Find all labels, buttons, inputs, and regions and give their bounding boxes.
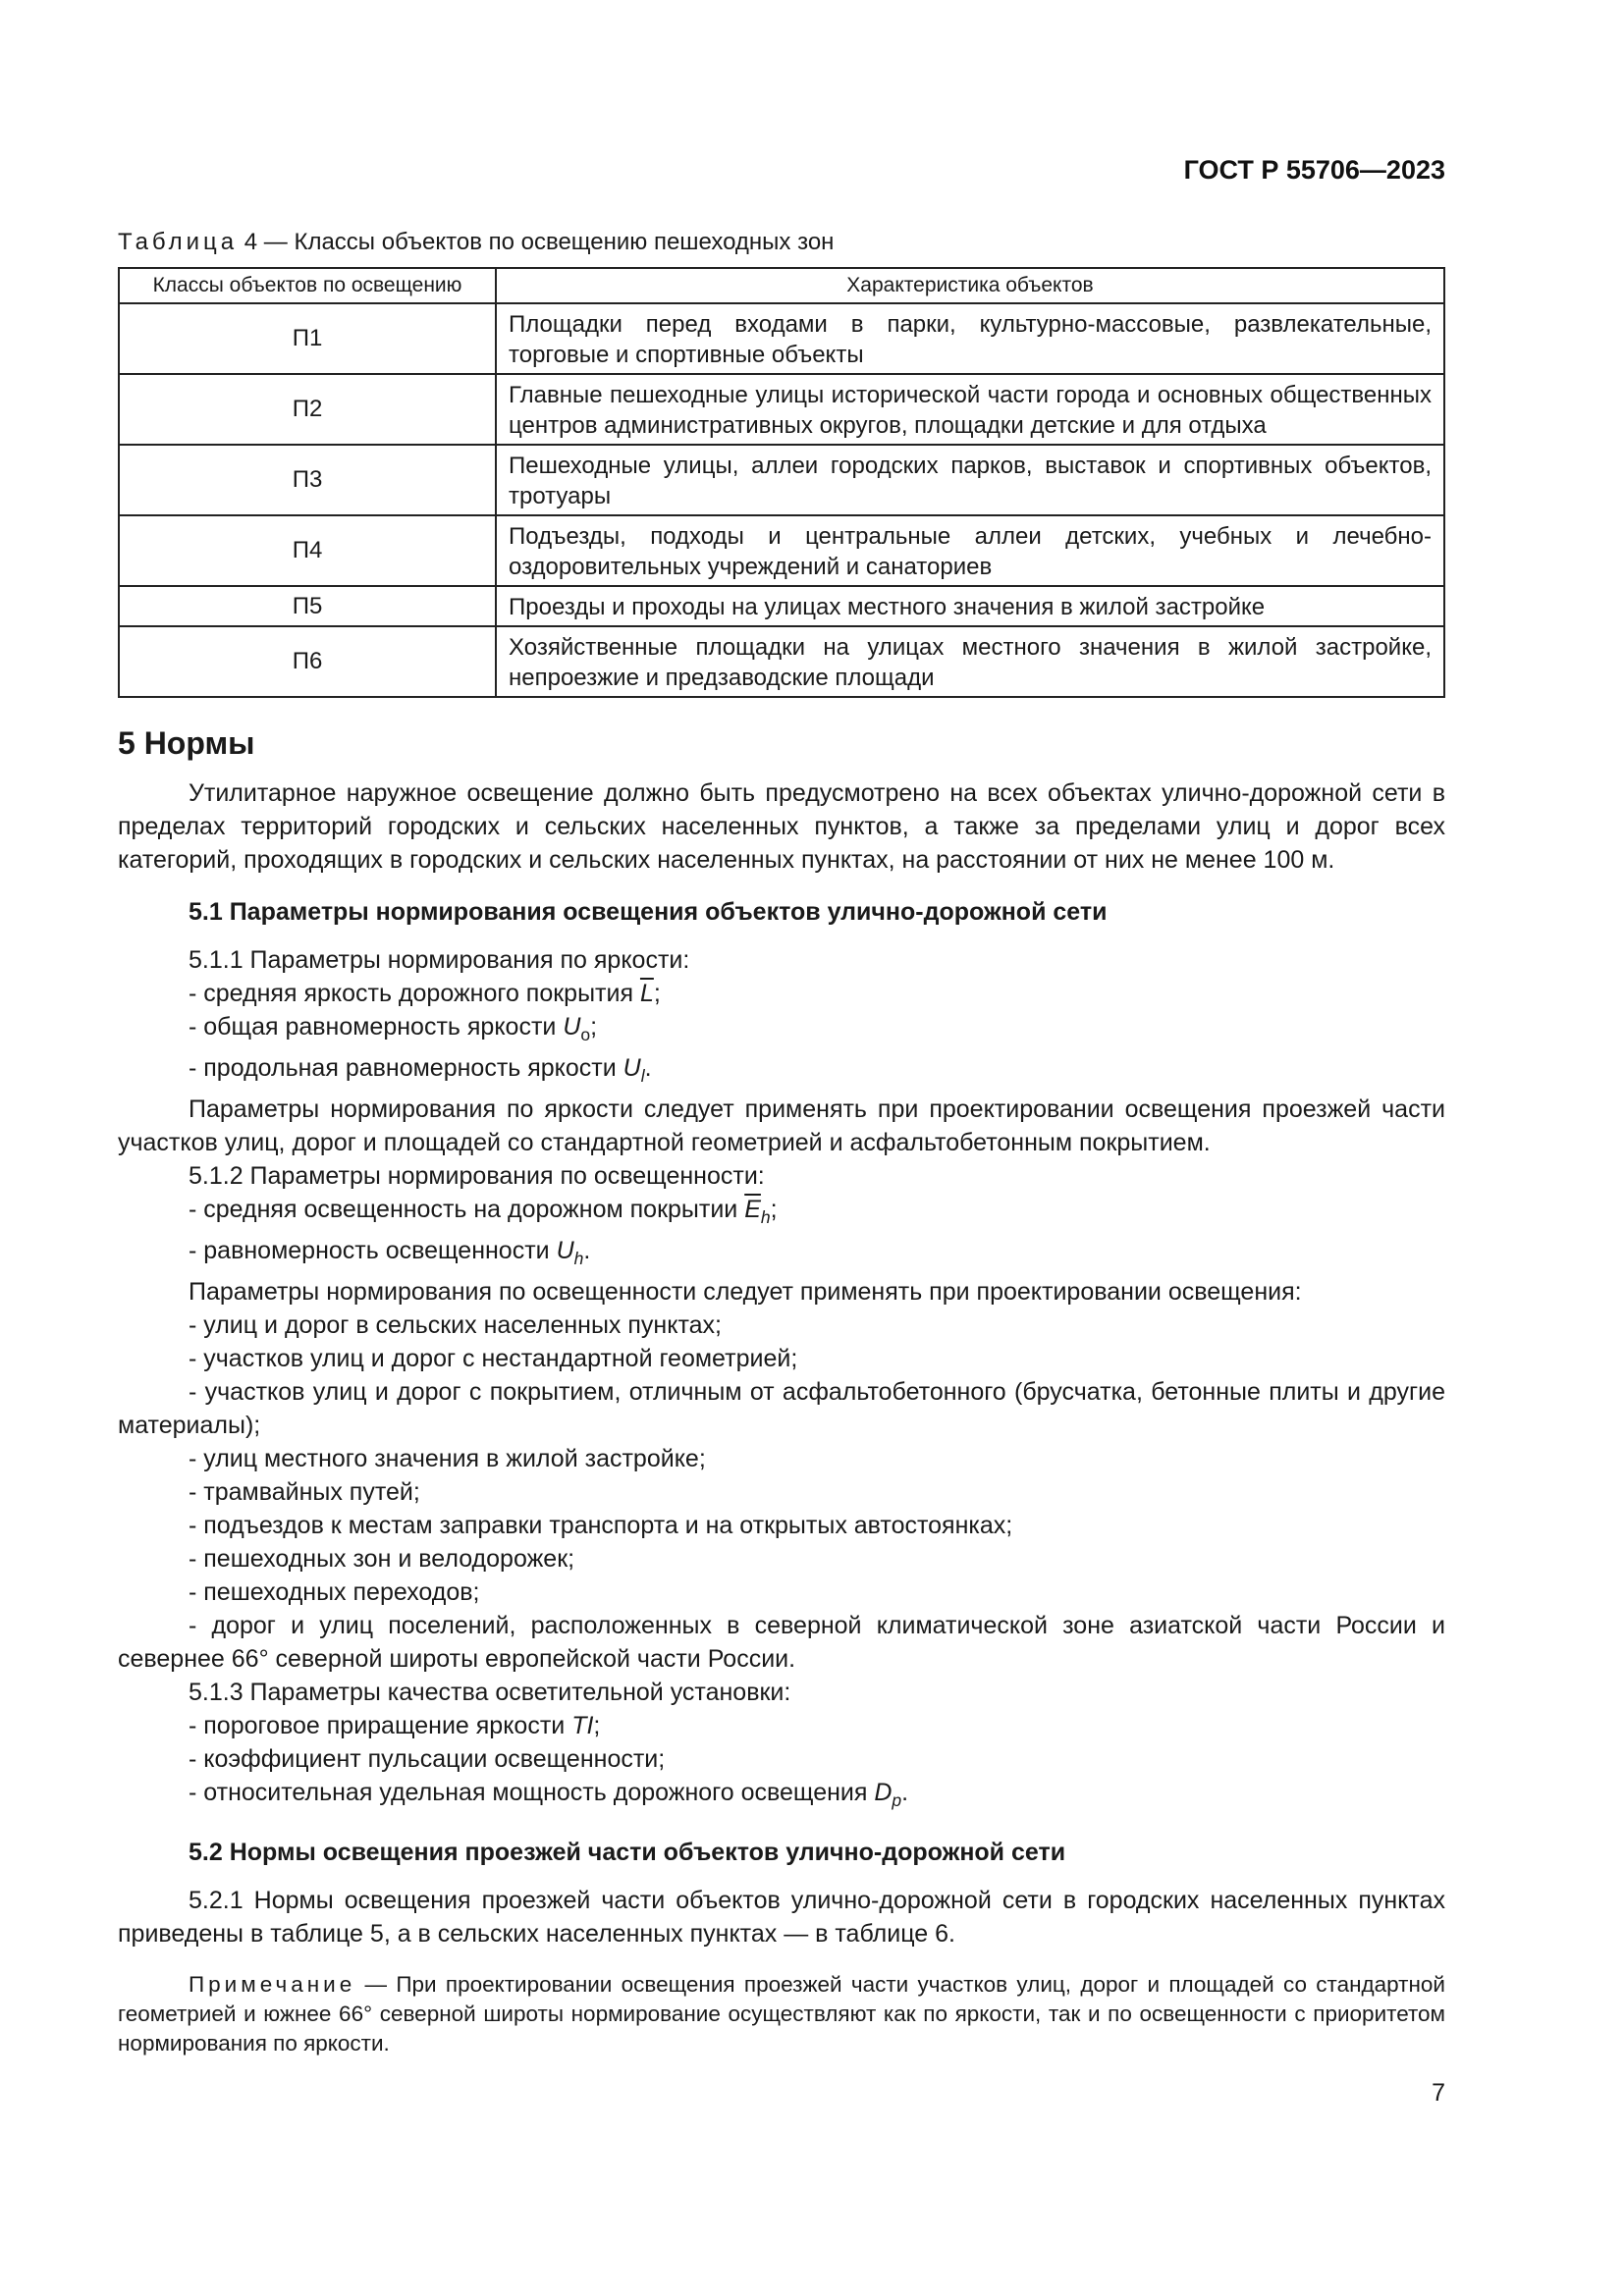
quality-param-pulsation: - коэффициент пульсации освещенности; (189, 1745, 666, 1773)
table-row (119, 586, 1444, 626)
note-label: Примечание (189, 1972, 356, 1997)
symbol-u: U (556, 1237, 574, 1264)
table-caption-word: Таблица (118, 229, 239, 255)
table-caption (118, 228, 1445, 257)
class-cell: П3 (119, 445, 496, 515)
list-item: - участков улиц и дорог с покрытием, отличным от асфальтобетонного (брусчатка, бетонные плиты и другие материалы); (118, 1378, 1445, 1439)
table-row (119, 374, 1444, 445)
list-item: - участков улиц и дорог с нестандартной геометрией; (189, 1345, 798, 1372)
section-5-heading: 5 Нормы (118, 725, 255, 761)
symbol-u: U (623, 1054, 641, 1082)
clause-5-2-1: 5.2.1 Нормы освещения проезжей части объектов улично-дорожной сети в городских населенных пунктах приведены в таблице 5, а в сельских населенных пунктах — в таблице 6. (118, 1887, 1445, 1948)
standard-designation: ГОСТ Р 55706—2023 (1183, 155, 1445, 185)
symbol-u: U (563, 1013, 581, 1041)
table-row (119, 515, 1444, 586)
table-row (119, 445, 1444, 515)
list-item: - пешеходных зон и велодорожек; (189, 1545, 575, 1573)
table-header-row (119, 268, 1444, 303)
symbol-l-bar: $\overline{L}$ (639, 980, 654, 1007)
description-cell: Подъезды, подходы и центральные аллеи детских, учебных и лечебно-оздоровительных учреждений и санаториев (496, 515, 1444, 586)
section-5-intro: Утилитарное наружное освещение должно быть предусмотрено на всех объектах улично-дорожной сети в пределах территорий городских и сельских населенных пунктов, а также за пределами улиц и дорог всех категорий, проходящих в городских и сельских населенных пунктах, на расстоянии от них не менее 100 м. (118, 779, 1445, 874)
symbol-e-bar: $\overline{E}$ (744, 1196, 761, 1223)
table-row (119, 626, 1444, 697)
quality-param-threshold-increment: - пороговое приращение яркости TI; (189, 1712, 601, 1739)
list-item: - трамвайных путей; (189, 1478, 420, 1506)
table-caption-text: 4 — Классы объектов по освещению пешеходных зон (244, 229, 835, 255)
clause-5-1-1: 5.1.1 Параметры нормирования по яркости: (189, 946, 690, 974)
table-row (119, 303, 1444, 374)
list-item: - дорог и улиц поселений, расположенных в северной климатической зоне азиатской части России и севернее 66° северной широты европейской части России. (118, 1612, 1445, 1673)
class-cell: П2 (119, 374, 496, 445)
quality-param-power-density: - относительная удельная мощность дорожного освещения $D_p$. (189, 1779, 909, 1810)
note-paragraph (118, 1970, 1445, 2058)
symbol-d: D (874, 1779, 893, 1806)
class-cell: П5 (119, 586, 496, 626)
section-5-1-heading: 5.1 Параметры нормирования освещения объектов улично-дорожной сети (189, 898, 1108, 926)
note-text: — При проектировании освещения проезжей части участков улиц, дорог и площадей со стандартной геометрией и южнее 66° северной широты нормирование осуществляют как по яркости, так и по освещенности с приоритетом нормирования по яркости. (118, 1972, 1445, 2056)
class-cell: П1 (119, 303, 496, 374)
description-cell: Пешеходные улицы, аллеи городских парков, выставок и спортивных объектов, тротуары (496, 445, 1444, 515)
description-cell: Главные пешеходные улицы исторической части города и основных общественных центров административных округов, площадки детские и для отдыха (496, 374, 1444, 445)
brightness-param-longitudinal-uniformity: - продольная равномерность яркости $U_l$. (189, 1054, 652, 1086)
description-cell: Хозяйственные площадки на улицах местного значения в жилой застройке, непроезжие и предзаводские площади (496, 626, 1444, 697)
lighting-classes-table (118, 267, 1445, 698)
column-header-description: Характеристика объектов (496, 268, 1444, 303)
list-item: - подъездов к местам заправки транспорта и на открытых автостоянках; (189, 1512, 1013, 1539)
brightness-param-average: - средняя яркость дорожного покрытия $\overline{L}$; (189, 980, 661, 1007)
column-header-class: Классы объектов по освещению (119, 268, 496, 303)
illuminance-param-uniformity: - равномерность освещенности $U_h$. (189, 1237, 591, 1268)
clause-5-1-2: 5.1.2 Параметры нормирования по освещенности: (189, 1162, 765, 1190)
list-item: - пешеходных переходов; (189, 1578, 480, 1606)
class-cell: П4 (119, 515, 496, 586)
illuminance-application-paragraph: Параметры нормирования по освещенности следует применять при проектировании освещения: (189, 1278, 1302, 1306)
page-number: 7 (1432, 2079, 1445, 2107)
illuminance-param-average: - средняя освещенность на дорожном покрытии $\overline{E}_h$; (189, 1196, 778, 1227)
brightness-application-paragraph: Параметры нормирования по яркости следует применять при проектировании освещения проезжей части участков улиц, дорог и площадей со стандартной геометрией и асфальтобетонным покрытием. (118, 1095, 1445, 1156)
section-5-2-heading: 5.2 Нормы освещения проезжей части объектов улично-дорожной сети (189, 1839, 1066, 1866)
list-item: - улиц и дорог в сельских населенных пунктах; (189, 1311, 722, 1339)
brightness-param-overall-uniformity: - общая равномерность яркости $U_o$; (189, 1013, 598, 1044)
page-content (118, 228, 1445, 2058)
description-cell: Проезды и проходы на улицах местного значения в жилой застройке (496, 586, 1444, 626)
class-cell: П6 (119, 626, 496, 697)
list-item: - улиц местного значения в жилой застройке; (189, 1445, 706, 1472)
description-cell: Площадки перед входами в парки, культурно-массовые, развлекательные, торговые и спортивные объекты (496, 303, 1444, 374)
clause-5-1-3: 5.1.3 Параметры качества осветительной установки: (189, 1679, 791, 1706)
symbol-ti: TI (571, 1712, 594, 1739)
